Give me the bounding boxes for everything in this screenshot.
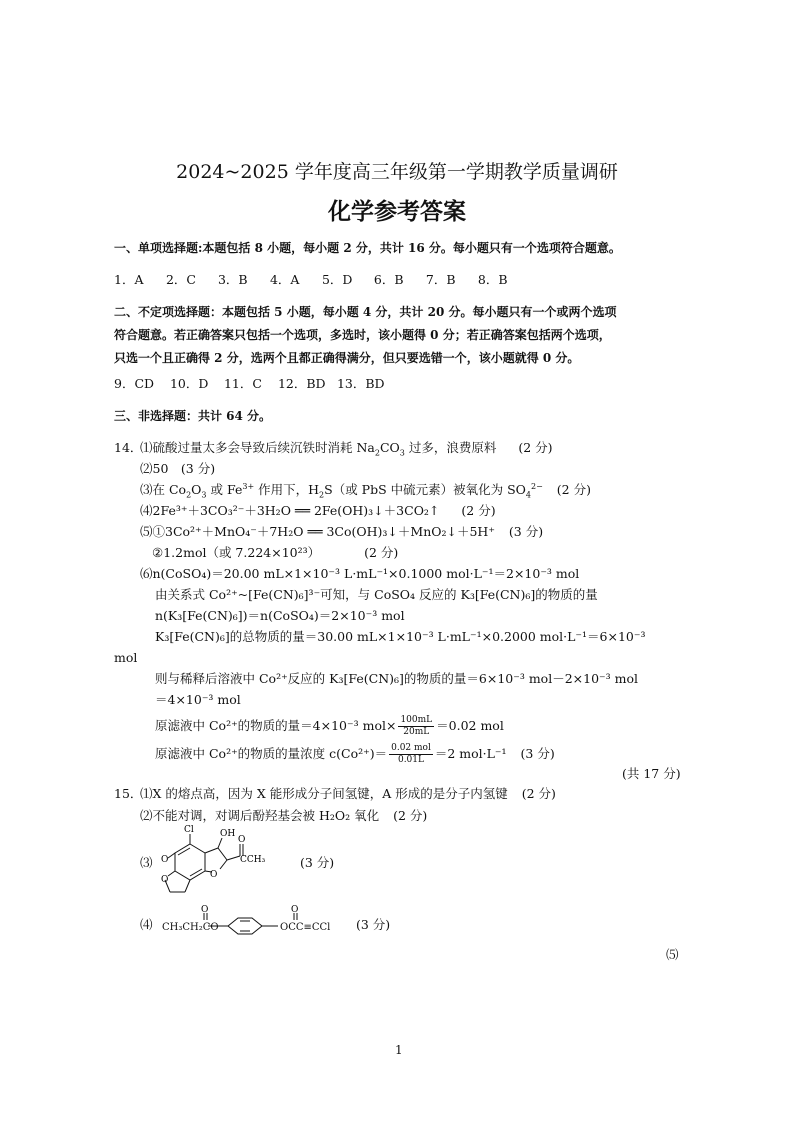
q14-part6-line4-wrap: mol <box>114 650 138 665</box>
q14-part5a-equation: ⑸①3Co²⁺＋MnO₄⁻＋7H₂O ══ 3Co(OH)₃↓＋MnO₂↓＋5H⁺ <box>140 524 495 539</box>
q15-part3-score: (3 分) <box>300 855 335 870</box>
fraction <box>398 715 434 738</box>
q14-part5a-score: (3 分) <box>508 524 544 539</box>
q14-part1-rest: 过多，浪费原料 <box>404 440 497 455</box>
q14-number: 14． <box>114 440 143 455</box>
q15-part3-structure <box>160 822 310 902</box>
answer-2: 2．C <box>165 272 197 287</box>
atom-cl: Cl <box>184 825 194 835</box>
q14-part2: ⑵50 (3 分) <box>140 461 216 476</box>
document-subtitle: 化学参考答案 <box>328 199 466 225</box>
q14-part6-line8-pre: 原滤液中 Co²⁺的物质的量浓度 c(Co²⁺)＝ <box>155 746 388 761</box>
answer-13: 13．BD <box>336 376 385 391</box>
section2-heading-1: 二、不定项选择题：本题包括 5 小题，每小题 4 分，共计 20 分。每小题只有一个或两个选项 <box>114 305 617 319</box>
q15-part4-label: ⑷ <box>140 917 153 932</box>
q14-part6-line2: 由关系式 Co²⁺~[Fe(CN)₆]³⁻可知，与 CoSO₄ 反应的 K₃[Fe(CN)₆]的物质的量 <box>155 587 598 602</box>
q15-part2-text: ⑵不能对调，对调后酚羟基会被 H₂O₂ 氧化 <box>140 808 380 823</box>
answer-7: 7．B <box>425 272 456 287</box>
section2-answers <box>114 376 392 392</box>
answer-11: 11．C <box>223 376 262 391</box>
answer-4: 4．A <box>269 272 300 287</box>
q14-part5b-score: (2 分) <box>364 545 399 560</box>
answer-6: 6．B <box>373 272 404 287</box>
q14-part3-a: ⑶在 Co <box>140 482 187 497</box>
q15-part1 <box>140 786 556 802</box>
q14-part5b <box>152 545 398 561</box>
q15-part4-score: (3 分) <box>356 917 391 932</box>
document-title: 2024~2025 学年度高三年级第一学期教学质量调研 <box>176 161 618 183</box>
page-number: 1 <box>395 1043 403 1057</box>
answer-3: 3．B <box>217 272 248 287</box>
section1-answers <box>114 272 526 288</box>
q15-part1-text: ⑴X 的熔点高，因为 X 能形成分子间氢键，A 形成的是分子内氢键 <box>140 786 508 801</box>
q14-part6-line8 <box>155 742 555 766</box>
answer-9: 9．CD <box>114 376 155 391</box>
q14-part1-score: (2 分) <box>518 440 553 455</box>
q14-part3-score: (2 分) <box>556 482 591 497</box>
q15-part1-score: (2 分) <box>521 786 556 801</box>
benzene-ring <box>175 844 205 880</box>
answer-10: 10．D <box>169 376 209 391</box>
answer-8: 8．B <box>477 272 508 287</box>
q14-part3-b: O <box>191 482 202 497</box>
q15-part3-label: ⑶ <box>140 855 153 870</box>
q14-part1: ⑴硫酸过量太多会导致后续沉铁时消耗 $Na_2CO_3$ 过多，浪费原料 (2 分) <box>140 440 553 458</box>
q14-part6-line6: ＝4×10⁻³ mol <box>155 692 241 707</box>
atom-o-ketone: O <box>238 835 246 845</box>
q15-part2-score: (2 分) <box>393 808 428 823</box>
q14-part6-score: (3 分) <box>520 746 555 761</box>
q14-part1-formula: CO <box>379 440 400 455</box>
fraction-numerator: 0.02 mol <box>391 743 431 753</box>
q14-part6-line7-post: ＝0.02 mol <box>436 718 504 733</box>
atom-o-ester-2: O <box>291 905 299 915</box>
atom-oh: OH <box>220 829 236 839</box>
section1-heading: 一、单项选择题:本题包括 8 小题，每小题 2 分，共计 16 分。每小题只有一个选项符合题意。 <box>114 241 621 255</box>
q14-part6-line7 <box>155 714 504 738</box>
q14-part6-line7-pre: 原滤液中 Co²⁺的物质的量＝4×10⁻³ mol× <box>155 718 397 733</box>
q15-part5-label: ⑸ <box>666 947 679 962</box>
q14-part4 <box>140 503 496 519</box>
fraction-denominator: 0.01L <box>397 755 424 765</box>
q14-part6-line8-post: ＝2 mol·L⁻¹ <box>434 746 507 761</box>
q15-part4-right: OCC≡CCl <box>280 922 331 933</box>
atom-o-dioxane-2: O <box>161 875 169 885</box>
q14-part3-e: S（或 PbS 中硫元素）被氧化为 SO <box>324 482 526 497</box>
benzene-ring <box>228 918 262 934</box>
q14-part6-line3: n(K₃[Fe(CN)₆])＝n(CoSO₄)＝2×10⁻³ mol <box>155 608 405 623</box>
section2-heading-3: 只选一个且正确得 2 分，选两个且都正确得满分，但只要选错一个，该小题就得 0 分。 <box>114 351 580 365</box>
q15-part4-structure <box>200 904 280 944</box>
q14-part5b-text: ②1.2mol（或 7.224×10²³） <box>152 545 321 560</box>
answer-1: 1．A <box>114 272 144 287</box>
atom-ch3: CCH₃ <box>240 855 266 865</box>
atom-o-ester-1: O <box>201 905 209 915</box>
section3-heading: 三、非选择题：共计 64 分。 <box>114 409 272 423</box>
q14-part6-line4: K₃[Fe(CN)₆]的总物质的量＝30.00 mL×1×10⁻³ L·mL⁻¹×0.2000 mol·L⁻¹＝6×10⁻³ <box>155 629 646 644</box>
q15-part4-left: CH₃CH₂CO <box>162 922 219 933</box>
answer-5: 5．D <box>321 272 353 287</box>
q14-part4-score: (2 分) <box>461 503 496 518</box>
section2-heading-2: 符合题意。若正确答案只包括一个选项，多选时，该小题得 0 分；若正确答案包括两个选项， <box>114 328 611 342</box>
fraction-numerator: 100mL <box>400 715 433 725</box>
answer-12: 12．BD <box>277 376 326 391</box>
fraction-denominator: 20mL <box>403 727 430 737</box>
q14-part4-equation: ⑷2Fe³⁺＋3CO₃²⁻＋3H₂O ══ 2Fe(OH)₃↓＋3CO₂↑ <box>140 503 440 518</box>
q14-part1-text: ⑴硫酸过量太多会导致后续沉铁时消耗 Na <box>140 440 375 455</box>
q14-part6-line1: ⑹n(CoSO₄)＝20.00 mL×1×10⁻³ L·mL⁻¹×0.1000 mol·L⁻¹＝2×10⁻³ mol <box>140 566 580 581</box>
fraction <box>389 743 433 766</box>
q14-part3: ⑶在 $Co_2O_3$ 或 $Fe^{3+}$ 作用下，$H_2S$（或 PbS 中硫元素）被氧化为 $SO_4^{2-}$ (2 分) <box>140 481 591 500</box>
q15-number: 15． <box>114 786 143 801</box>
q14-part5a <box>140 524 543 540</box>
atom-o-ring: O <box>210 870 218 880</box>
q14-part3-c: 或 Fe <box>206 482 243 497</box>
q14-part3-d: 作用下，H <box>254 482 320 497</box>
q14-total: (共 17 分) <box>622 766 681 781</box>
atom-o-dioxane-1: O <box>161 855 169 865</box>
q14-part6-line5: 则与稀释后溶液中 Co²⁺反应的 K₃[Fe(CN)₆]的物质的量＝6×10⁻³ mol－2×10⁻³ mol <box>155 671 638 686</box>
